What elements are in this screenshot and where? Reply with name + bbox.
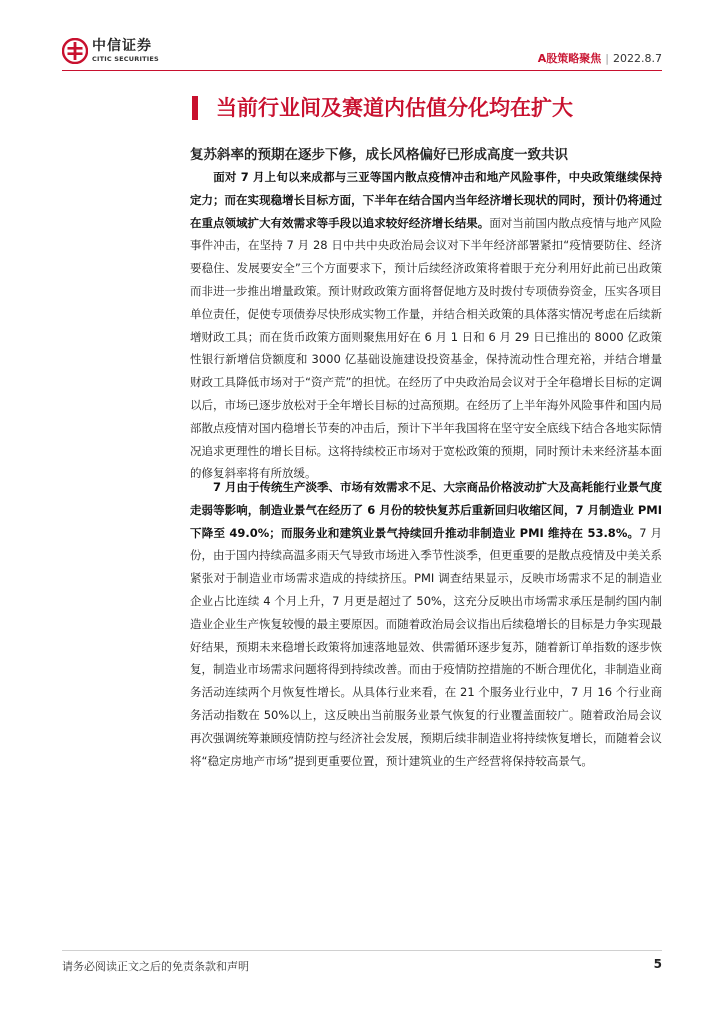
company-logo bbox=[62, 38, 180, 66]
header-separator: | bbox=[605, 52, 610, 65]
body-paragraph bbox=[190, 476, 662, 772]
logo-en-text: CITIC SECURITIES bbox=[92, 55, 159, 63]
footer-divider bbox=[62, 950, 662, 951]
paragraph-lead: 面对 7 月上旬以来成都与三亚等国内散点疫情冲击和地产风险事件，中央政策继续保持定力；而在实现稳增长目标方面，下半年在结合国内当年经济增长现状的同时，预计仍将通过在重点领域扩大有效需求等手段以追求较好经济增长结果。 bbox=[190, 170, 662, 230]
section-title: 当前行业间及赛道内估值分化均在扩大 bbox=[216, 96, 573, 120]
section-subtitle: 复苏斜率的预期在逐步下修，成长风格偏好已形成高度一致共识 bbox=[190, 147, 568, 163]
paragraph-text: 7 月份，由于国内持续高温多雨天气导致市场进入季节性淡季，但更重要的是散点疫情及中美关系紧张对于制造业市场需求造成的持续挤压。PMI 调查结果显示，反映市场需求不足的制造业企业占比连续 4 个月上升，7 月更是超过了 50%，这充分反映出市场需求承压是制约国内制造业企业生产恢复较慢的最主要原因。而随着政治局会议指出后续稳增长的目标是力争实现最好结果，预期未来稳增长政策将加速落地显效、供需循环逐步复苏，随着新订单指数的逐步恢复，制造业市场需求问题将得到持续改善。而由于疫情防控措施的不断合理优化，非制造业商务活动连续两个月恢复性增长。从具体行业来看，在 21 个服务业行业中，7 月 16 个行业商务活动指数在 50%以上，这反映出当前服务业景气恢复的行业覆盖面较广。随着政治局会议再次强调统筹兼顾疫情防控与经济社会发展，预期后续非制造业将持续恢复增长，而随着会议将“稳定房地产市场”提到更重要位置，预计建筑业的生产经营将保持较高景气。 bbox=[190, 525, 662, 768]
citic-logo-icon bbox=[62, 38, 88, 64]
report-date: 2022.8.7 bbox=[613, 52, 662, 65]
logo-cn-text: 中信证券 bbox=[92, 38, 152, 54]
header-divider bbox=[62, 70, 662, 71]
title-accent-bar bbox=[192, 96, 198, 120]
report-header bbox=[538, 52, 662, 65]
body-paragraph bbox=[190, 166, 662, 485]
footer-disclaimer: 请务必阅读正文之后的免责条款和声明 bbox=[62, 960, 249, 973]
page-number: 5 bbox=[653, 957, 662, 971]
paragraph-lead: 7 月由于传统生产淡季、市场有效需求不足、大宗商品价格波动扩大及高耗能行业景气度走弱等影响，制造业景气在经历了 6 月份的较快复苏后重新回归收缩区间，7 月制造业 PMI 下降至 49.0%；而服务业和建筑业景气持续回升推动非制造业 PMI 维持在 53.8%。 bbox=[190, 480, 663, 540]
report-name: A股策略聚焦 bbox=[537, 52, 602, 65]
paragraph-text: 面对当前国内散点疫情与地产风险事件冲击，在坚持 7 月 28 日中共中央政治局会议对下半年经济部署紧扣“疫情要防住、经济要稳住、发展要安全”三个方面要求下，预计后续经济政策将着眼于充分利用好此前已出政策而非进一步推出增量政策。预计财政政策方面将督促地方及时拨付专项债券资金，压实各项目单位责任，促使专项债券尽快形成实物工作量，并结合相关政策的具体落实情况考虑在后续新增财政工具；而在货币政策方面则聚焦用好在 6 月 1 日和 6 月 29 日已推出的 8000 亿政策性银行新增信贷额度和 3000 亿基础设施建设投资基金，保持流动性合理充裕，并结合增量财政工具降低市场对于“资产荒”的担忧。在经历了中央政治局会议对于全年稳增长目标的定调以后，市场已逐步放松对于全年增长目标的过高预期。在经历了上半年海外风险事件和国内局部散点疫情对国内稳增长节奏的冲击后，预计下半年我国将在坚守安全底线下结合各地实际情况追求更理性的增长目标。这将持续校正市场对于宽松政策的预期，同时预计未来经济基本面的修复斜率将有所放缓。 bbox=[190, 215, 663, 481]
